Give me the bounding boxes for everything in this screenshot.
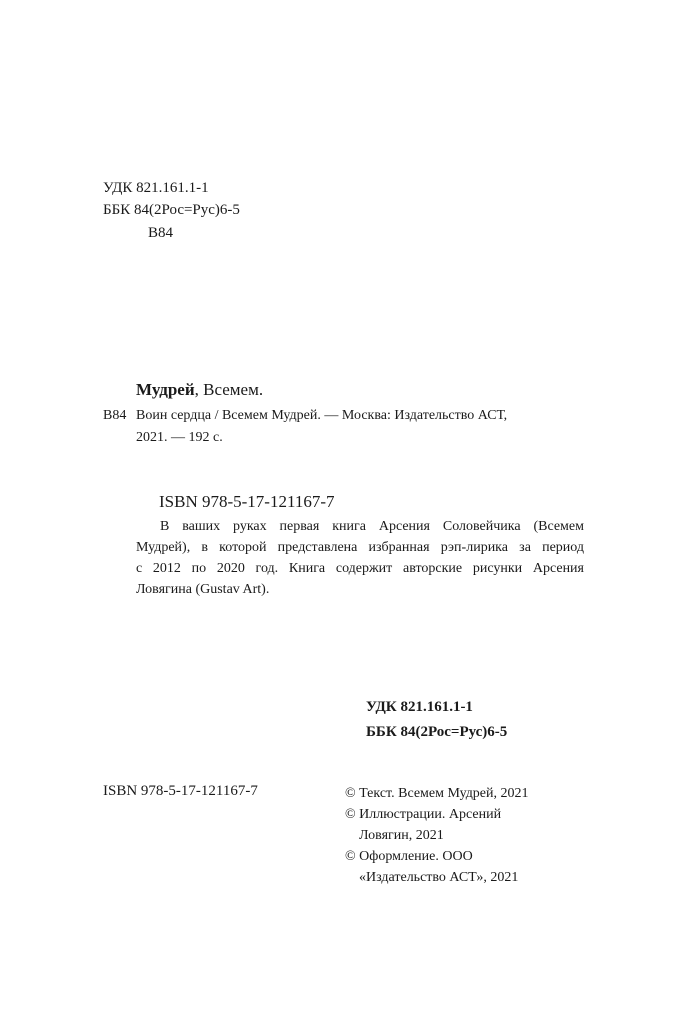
entry-mark: В84 [103,408,127,423]
author-name: , Всемем. [194,380,264,399]
entry-line-1: Воин сердца / Всемем Мудрей. — Москва: Издательство АСТ, [136,408,508,423]
copyright-illustrations: © Иллюстрации. Арсений [345,807,502,822]
author-mark-top: В84 [148,225,174,241]
annotation-line: Ловягина (Gustav Art). [136,582,270,597]
annotation [136,516,584,600]
bbk-top: ББК 84(2Рос=Рус)6-5 [103,202,240,218]
copyright-design: © Оформление. ООО [345,849,473,864]
author-surname: Мудрей [136,380,195,399]
isbn-bottom: ISBN 978-5-17-121167-7 [103,783,258,799]
copyright-text: © Текст. Всемем Мудрей, 2021 [345,786,529,801]
bbk-bottom: ББК 84(2Рос=Рус)6-5 [366,724,508,740]
annotation-line: В ваших руках первая книга Арсения Соловейчика (Всемем [160,519,584,534]
copyright-design-cont: «Издательство АСТ», 2021 [359,870,519,885]
copyright-illustrations-cont: Ловягин, 2021 [359,828,444,843]
annotation-line: Мудрей), в которой представлена избранная рэп-лирика за период [136,540,584,555]
udk-bottom: УДК 821.161.1-1 [366,699,473,715]
entry-line-2: 2021. — 192 с. [136,430,223,445]
author-heading [136,380,263,400]
udk-top: УДК 821.161.1-1 [103,180,209,196]
annotation-line: с 2012 по 2020 год. Книга содержит авторские рисунки Арсения [136,561,584,576]
copyright-block [345,783,529,888]
isbn-main: ISBN 978-5-17-121167-7 [159,492,335,511]
